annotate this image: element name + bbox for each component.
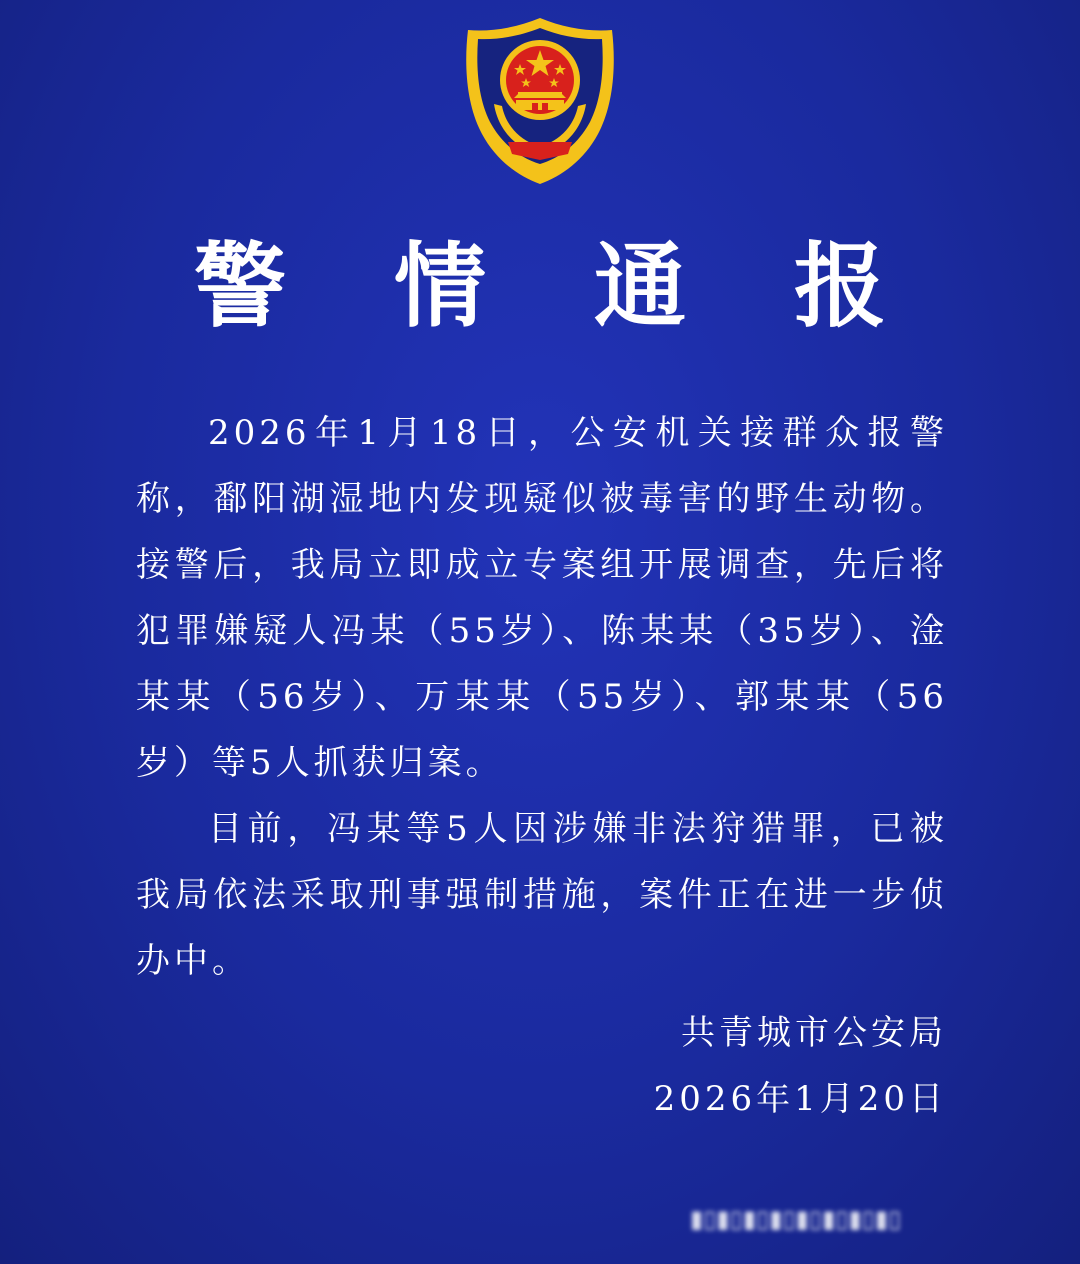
police-emblem-icon (458, 14, 622, 188)
paragraph-1: 2026年1月18日，公安机关接群众报警称，鄱阳湖湿地内发现疑似被毒害的野生动物。接警后，我局立即成立专案组开展调查，先后将犯罪嫌疑人冯某（55岁）、陈某某（35岁）、淦某某（56岁）、万某某（55岁）、郭某某（56岁）等5人抓获归案。 (136, 413, 948, 783)
issue-date: 2026年1月20日 (653, 1079, 947, 1119)
notice-body (136, 400, 948, 994)
page-title: 警 情 通 报 (193, 233, 925, 340)
blurred-watermark: ▮▯▮▯▮▯▮▯▮▯▮▯▮▯▮▯ (690, 1205, 902, 1233)
paragraph-2: 目前，冯某等5人因涉嫌非法狩猎罪，已被我局依法采取刑事强制措施，案件正在进一步侦办中。 (136, 809, 948, 981)
issuer-organization: 共青城市公安局 (681, 1013, 947, 1053)
